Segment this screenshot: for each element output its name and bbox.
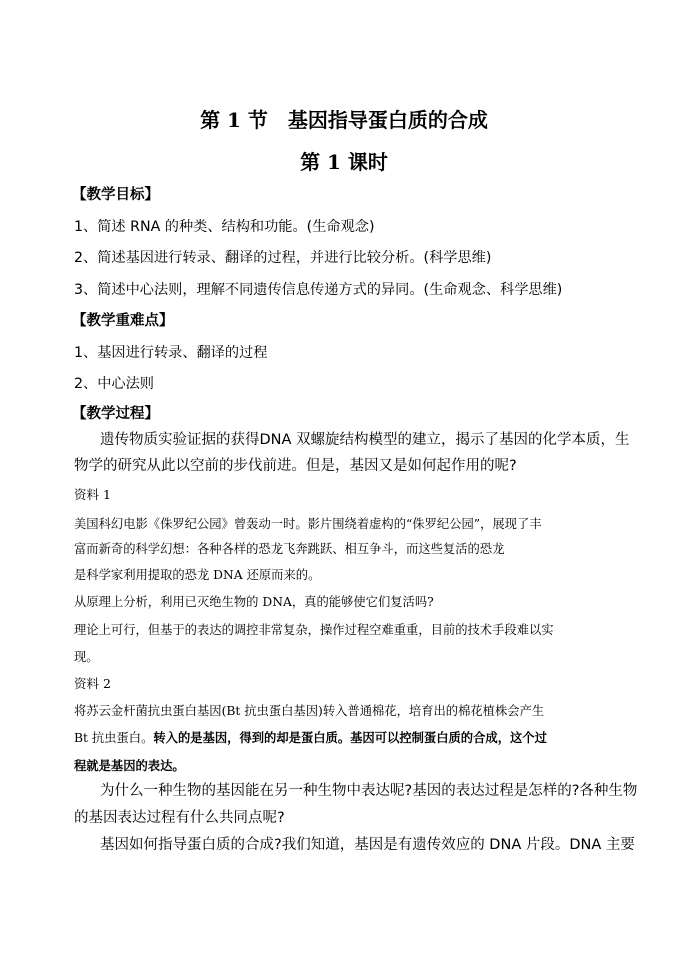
- material-2-text: 将苏云金杆菌抗虫蛋白基因(Bt 抗虫蛋白基因)转入普通棉花，培育出的棉花植株会产生: [74, 704, 545, 718]
- goals-heading: 【教学目标】: [72, 187, 159, 203]
- intro-paragraph-line: 物学的研究从此以空前的步伐前进。但是，基因又是如何起作用的呢?: [74, 458, 517, 474]
- key-point-item: 1、基因进行转录、翻译的过程: [74, 345, 268, 361]
- material-2-text: [74, 728, 547, 748]
- material-1-answer: 理论上可行，但基于的表达的调控非常复杂，操作过程空难重重，目前的技术手段难以实: [74, 623, 554, 637]
- goal-item: 1、简述 RNA 的种类、结构和功能。(生命观念): [74, 219, 375, 235]
- goal-item: 3、简述中心法则，理解不同遗传信息传递方式的异同。(生命观念、科学思维): [74, 282, 563, 298]
- key-point-item: 2、中心法则: [74, 376, 154, 392]
- lesson-title: 第 1 课时: [300, 150, 388, 174]
- process-heading: 【教学过程】: [72, 406, 159, 422]
- material-1-text: 美国科幻电影《侏罗纪公园》曾轰动一时。影片围绕着虚构的“侏罗纪公园”，展现了丰: [74, 517, 542, 531]
- material-2-text-normal: Bt 抗虫蛋白。: [74, 731, 154, 745]
- gene-paragraph-line: 基因如何指导蛋白质的合成?我们知道，基因是有遗传效应的 DNA 片段。DNA 主要: [100, 837, 635, 853]
- material-1-label: 资料 1: [74, 487, 111, 502]
- material-2-text-bold: 程就是基因的表达。: [74, 758, 185, 773]
- material-1-answer: 现。: [74, 650, 99, 664]
- section-title: 第 1 节 基因指导蛋白质的合成: [200, 108, 488, 132]
- material-2-text: [74, 756, 185, 776]
- material-1-text: 是科学家利用提取的恐龙 DNA 还原而来的。: [74, 568, 321, 582]
- question-paragraph-line: 的基因表达过程有什么共同点呢?: [74, 810, 285, 826]
- intro-paragraph-line: 遗传物质实验证据的获得DNA 双螺旋结构模型的建立，揭示了基因的化学本质，生: [100, 432, 630, 448]
- material-2-label: 资料 2: [74, 676, 111, 691]
- goal-item: 2、简述基因进行转录、翻译的过程，并进行比较分析。(科学思维): [74, 250, 492, 266]
- material-1-text: 富而新奇的科学幻想：各种各样的恐龙飞奔跳跃、相互争斗，而这些复活的恐龙: [74, 542, 505, 556]
- question-paragraph-line: 为什么一种生物的基因能在另一种生物中表达呢?基因的表达过程是怎样的?各种生物: [100, 783, 638, 799]
- material-1-question: 从原理上分析，利用已灭绝生物的 DNA，真的能够使它们复活吗?: [74, 595, 434, 609]
- key-points-heading: 【教学重难点】: [72, 313, 174, 329]
- material-2-text-bold: 转入的是基因，得到的却是蛋白质。基因可以控制蛋白质的合成，这个过: [153, 730, 547, 745]
